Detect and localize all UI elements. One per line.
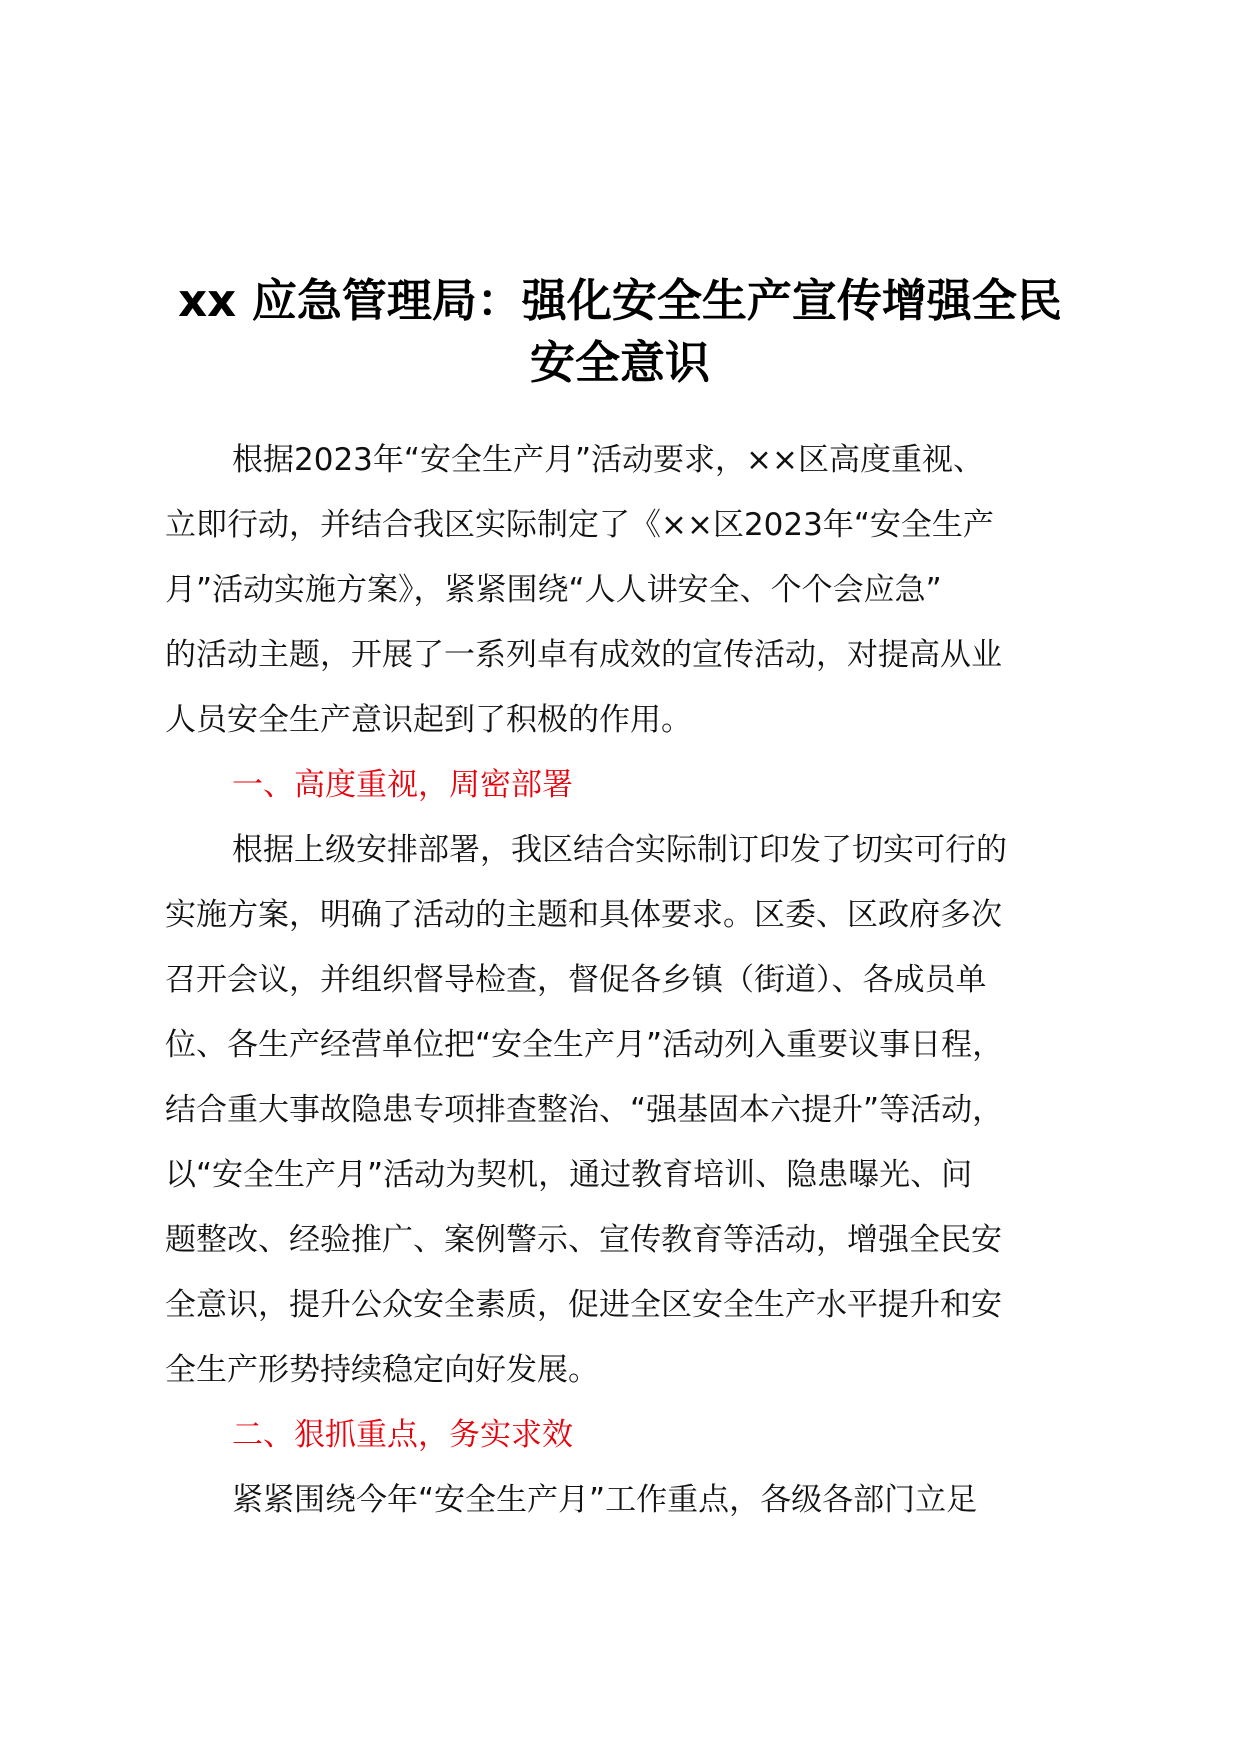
paragraph-line: 紧紧围绕今年“安全生产月”工作重点，各级各部门立足 [232,1482,978,1518]
paragraph-line: 以“安全生产月”活动为契机，通过教育培训、隐患曝光、问 [165,1157,973,1193]
paragraph-line: 召开会议，并组织督导检查，督促各乡镇（街道）、各成员单 [165,962,987,998]
title-line: 安全意识 [529,336,710,389]
section-heading: 二、狠抓重点，务实求效 [232,1417,573,1453]
paragraph-line: 立即行动，并结合我区实际制定了《××区2023年“安全生产 [165,507,994,543]
paragraph-line: 根据上级安排部署，我区结合实际制订印发了切实可行的 [232,832,1007,868]
document-title [0,270,1240,394]
paragraph-line: 根据2023年“安全生产月”活动要求，××区高度重视、 [232,442,984,478]
paragraph-line: 人员安全生产意识起到了积极的作用。 [165,702,692,738]
paragraph-line: 实施方案，明确了活动的主题和具体要求。区委、区政府多次 [165,897,1002,933]
paragraph-line: 全生产形势持续稳定向好发展。 [165,1352,599,1388]
title-line: xx 应急管理局：强化安全生产宣传增强全民 [178,274,1062,327]
paragraph-line: 全意识，提升公众安全素质，促进全区安全生产水平提升和安 [165,1287,1002,1323]
paragraph-line: 位、各生产经营单位把“安全生产月”活动列入重要议事日程， [165,1027,1004,1063]
paragraph-line: 题整改、经验推广、案例警示、宣传教育等活动，增强全民安 [165,1222,1002,1258]
paragraph-line: 的活动主题，开展了一系列卓有成效的宣传活动，对提高从业 [165,637,1002,673]
paragraph-line: 结合重大事故隐患专项排查整治、“强基固本六提升”等活动， [165,1092,1004,1128]
paragraph-line: 月”活动实施方案》，紧紧围绕“人人讲安全、个个会应急” [165,572,942,608]
section-heading: 一、高度重视，周密部署 [232,767,573,803]
